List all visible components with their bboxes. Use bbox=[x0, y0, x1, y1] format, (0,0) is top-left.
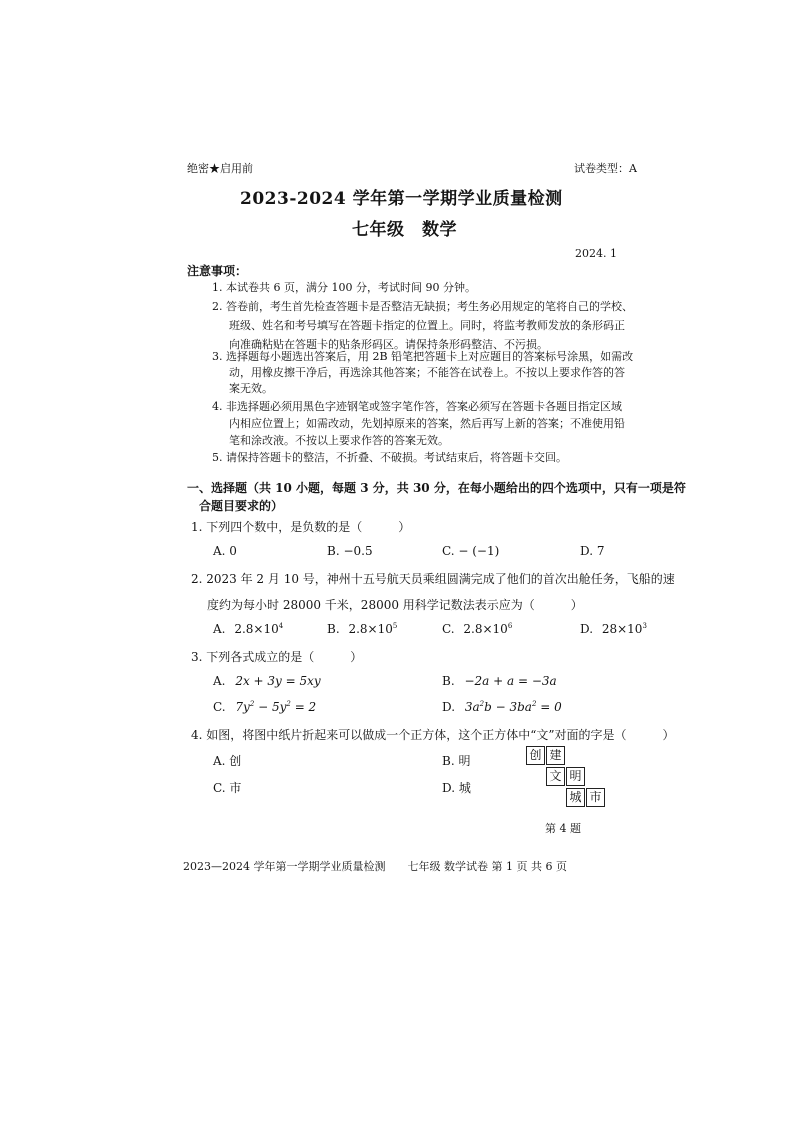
section-heading-line-1: 一、选择题（共 10 小题，每题 3 分，共 30 分，在每小题给出的四个选项中，只有一项是符 bbox=[187, 481, 686, 495]
option-value: 2.8×10 bbox=[463, 622, 508, 636]
expr-exponent: 2 bbox=[249, 700, 255, 708]
exam-date: 2024. 1 bbox=[575, 247, 617, 260]
question-3-option-b bbox=[442, 674, 557, 688]
notice-item-2-line-3: 向准确粘贴在答题卡的贴条形码区。请保持条形码整洁、不污损。 bbox=[229, 338, 548, 351]
expr-part: 3a bbox=[464, 700, 480, 714]
option-exponent: 4 bbox=[278, 622, 284, 630]
net-cell-4: 明 bbox=[566, 767, 585, 786]
notice-item-3-line-1: 3. 选择题每小题选出答案后，用 2B 铅笔把答题卡上对应题目的答案标号涂黑，如需改 bbox=[212, 350, 634, 363]
option-exponent: 5 bbox=[392, 622, 398, 630]
notice-item-1: 1. 本试卷共 6 页，满分 100 分，考试时间 90 分钟。 bbox=[212, 281, 476, 294]
expr-exponent: 2 bbox=[286, 700, 291, 708]
question-1-option-b: B. −0.5 bbox=[327, 544, 373, 558]
option-label: A. bbox=[213, 674, 226, 688]
question-3-stem: 3. 下列各式成立的是（ ） bbox=[191, 650, 363, 664]
notice-item-3-line-2: 动，用橡皮擦干净后，再选涂其他答案；不能答在试卷上。不按以上要求作答的答 bbox=[229, 366, 625, 379]
notice-item-2-line-1: 2. 答卷前，考生首先检查答题卡是否整洁无缺损；考生务必用规定的笔将自己的学校、 bbox=[212, 300, 633, 313]
expr-part: 7y bbox=[235, 700, 250, 714]
net-cell-6: 市 bbox=[586, 788, 605, 807]
option-exponent: 6 bbox=[507, 622, 513, 630]
question-2-option-c bbox=[442, 622, 512, 636]
question-1-option-a: A. 0 bbox=[213, 544, 237, 558]
notice-item-5: 5. 请保持答题卡的整洁，不折叠、不破损。考试结束后，将答题卡交回。 bbox=[212, 451, 567, 464]
figure-caption: 第 4 题 bbox=[545, 822, 581, 835]
option-expression bbox=[235, 700, 316, 714]
option-exponent: 3 bbox=[642, 622, 647, 630]
question-4-option-a: A. 创 bbox=[213, 754, 242, 768]
net-cell-3: 文 bbox=[546, 767, 565, 786]
question-4-option-d: D. 城 bbox=[442, 781, 471, 795]
paper-type-label: 试卷类型：A bbox=[574, 162, 637, 175]
option-expression: 2x + 3y = 5xy bbox=[235, 674, 321, 688]
notice-item-2-line-2: 班级、姓名和考号填写在答题卡指定的位置上。同时，将监考教师发放的条形码正 bbox=[229, 319, 625, 332]
option-label: D. bbox=[442, 700, 456, 714]
question-2-option-d bbox=[580, 622, 647, 636]
option-value: 28×10 bbox=[601, 622, 643, 636]
exam-title: 2023-2024 学年第一学期学业质量检测 bbox=[240, 189, 563, 209]
page-footer: 2023—2024 学年第一学期学业质量检测 七年级 数学试卷 第 1 页 共 6 页 bbox=[183, 860, 567, 873]
question-1-option-c: C. − (−1) bbox=[442, 544, 500, 558]
option-expression: −2a + a = −3a bbox=[464, 674, 557, 688]
notice-item-3-line-3: 案无效。 bbox=[229, 382, 273, 395]
notice-item-4-line-3: 笔和涂改液。不按以上要求作答的答案无效。 bbox=[229, 434, 449, 447]
question-3-option-c bbox=[213, 700, 316, 714]
option-value: 2.8×10 bbox=[348, 622, 393, 636]
net-cell-5: 城 bbox=[566, 788, 585, 807]
question-1-stem: 1. 下列四个数中，是负数的是（ ） bbox=[191, 520, 411, 534]
expr-part: = 0 bbox=[536, 700, 562, 714]
question-2-stem-line-1: 2. 2023 年 2 月 10 号，神州十五号航天员乘组圆满完成了他们的首次出舱任务，飞船的速 bbox=[191, 572, 675, 586]
net-cell-1: 创 bbox=[526, 746, 545, 765]
question-3-option-a bbox=[213, 674, 321, 688]
net-cell-2: 建 bbox=[546, 746, 565, 765]
notice-item-4-line-1: 4. 非选择题必须用黑色字迹钢笔或签字笔作答，答案必须写在答题卡各题目指定区域 bbox=[212, 400, 622, 413]
option-label: A. bbox=[213, 622, 226, 636]
notice-item-4-line-2: 内相应位置上；如需改动，先划掉原来的答案，然后再写上新的答案；不准使用铅 bbox=[229, 417, 625, 430]
notice-heading: 注意事项： bbox=[187, 264, 248, 278]
question-4-option-b: B. 明 bbox=[442, 754, 471, 768]
question-4-stem: 4. 如图，将图中纸片折起来可以做成一个正方体，这个正方体中“文”对面的字是（ ） bbox=[191, 728, 675, 742]
option-label: C. bbox=[213, 700, 226, 714]
question-2-option-a bbox=[213, 622, 283, 636]
expr-part: b − 3ba bbox=[484, 700, 532, 714]
question-2-stem-line-2: 度约为每小时 28000 千米，28000 用科学记数法表示应为（ ） bbox=[207, 598, 583, 612]
question-1-option-d: D. 7 bbox=[580, 544, 605, 558]
expr-part: = 2 bbox=[290, 700, 317, 714]
expr-exponent: 2 bbox=[479, 700, 485, 708]
option-label: D. bbox=[580, 622, 594, 636]
confidential-label: 绝密★启用前 bbox=[187, 162, 253, 175]
option-label: B. bbox=[327, 622, 340, 636]
question-3-option-d bbox=[442, 700, 562, 714]
option-expression bbox=[465, 700, 562, 714]
expr-exponent: 2 bbox=[531, 700, 537, 708]
question-2-option-b bbox=[327, 622, 397, 636]
section-heading-line-2: 合题目要求的） bbox=[199, 499, 284, 513]
question-4-option-c: C. 市 bbox=[213, 781, 242, 795]
option-label: B. bbox=[442, 674, 455, 688]
option-label: C. bbox=[442, 622, 455, 636]
expr-part: − 5y bbox=[254, 700, 287, 714]
option-value: 2.8×10 bbox=[234, 622, 279, 636]
exam-subtitle: 七年级 数学 bbox=[352, 220, 457, 240]
